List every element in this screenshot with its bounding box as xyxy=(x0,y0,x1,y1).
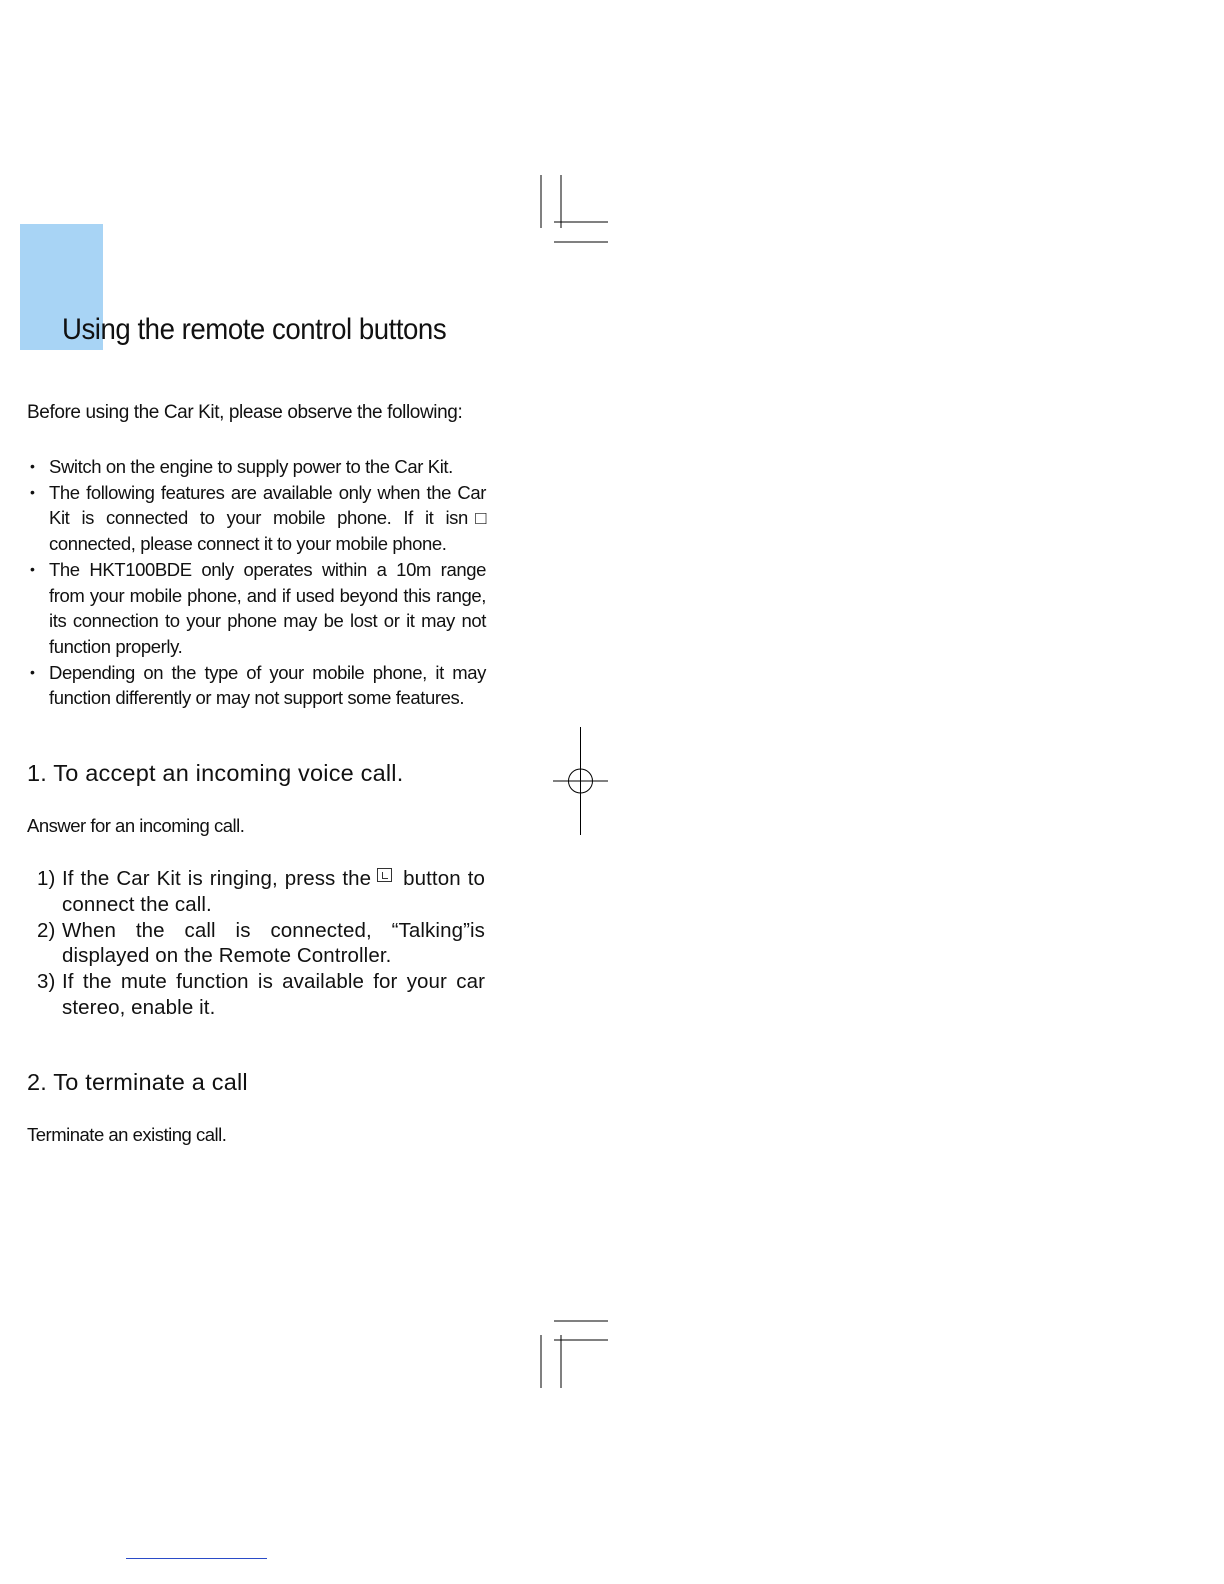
section-heading-terminate-call: 2. To terminate a call xyxy=(27,1069,248,1095)
steps-list xyxy=(37,866,485,1021)
crop-mark-bottom xyxy=(530,1315,620,1395)
step-item xyxy=(37,866,485,918)
section-description-terminate-call: Terminate an existing call. xyxy=(27,1124,227,1145)
section-heading-accept-call: 1. To accept an incoming voice call. xyxy=(27,760,404,786)
note-text: Switch on the engine to supply power to the Car Kit. xyxy=(49,456,453,477)
step-text-start: If the Car Kit is ringing, press the xyxy=(62,867,372,890)
bullet-icon: • xyxy=(30,458,35,474)
list-item xyxy=(28,557,486,660)
step-number: 1) xyxy=(37,867,56,890)
note-text: The following features are available only when the Car Kit is connected to your mobile phone. If it isn□ connected, please connect it to your mobile phone. xyxy=(49,481,486,555)
bullet-icon: • xyxy=(30,483,35,500)
step-item xyxy=(37,969,485,1021)
registration-mark xyxy=(550,725,612,837)
page-title: Using the remote control buttons xyxy=(62,313,447,346)
step-number: 3) xyxy=(37,970,56,994)
crop-mark-top xyxy=(530,170,620,250)
notes-list xyxy=(28,454,486,711)
step-text: When the call is connected, “Talking”is displayed on the Remote Controller. xyxy=(62,918,485,968)
step-text-end: button to connect the call. xyxy=(62,867,485,916)
footer-underline xyxy=(126,1558,267,1559)
call-button-icon xyxy=(377,868,392,882)
list-item xyxy=(28,480,486,557)
note-text: The HKT100BDE only operates within a 10m range from your mobile phone, and if used beyond this range, its connection to your phone may be lost or it may not function properly. xyxy=(49,558,486,657)
list-item xyxy=(28,454,486,480)
bullet-icon: • xyxy=(30,560,35,577)
section-description-accept-call: Answer for an incoming call. xyxy=(27,815,245,836)
list-item xyxy=(28,660,486,711)
step-number: 2) xyxy=(37,918,56,942)
intro-text: Before using the Car Kit, please observe the following: xyxy=(27,402,463,423)
bullet-icon: • xyxy=(30,663,35,680)
note-text: Depending on the type of your mobile phone, it may function differently or may not support some features. xyxy=(49,661,486,709)
step-text: If the mute function is available for your car stereo, enable it. xyxy=(62,970,485,1019)
step-item xyxy=(37,918,485,970)
